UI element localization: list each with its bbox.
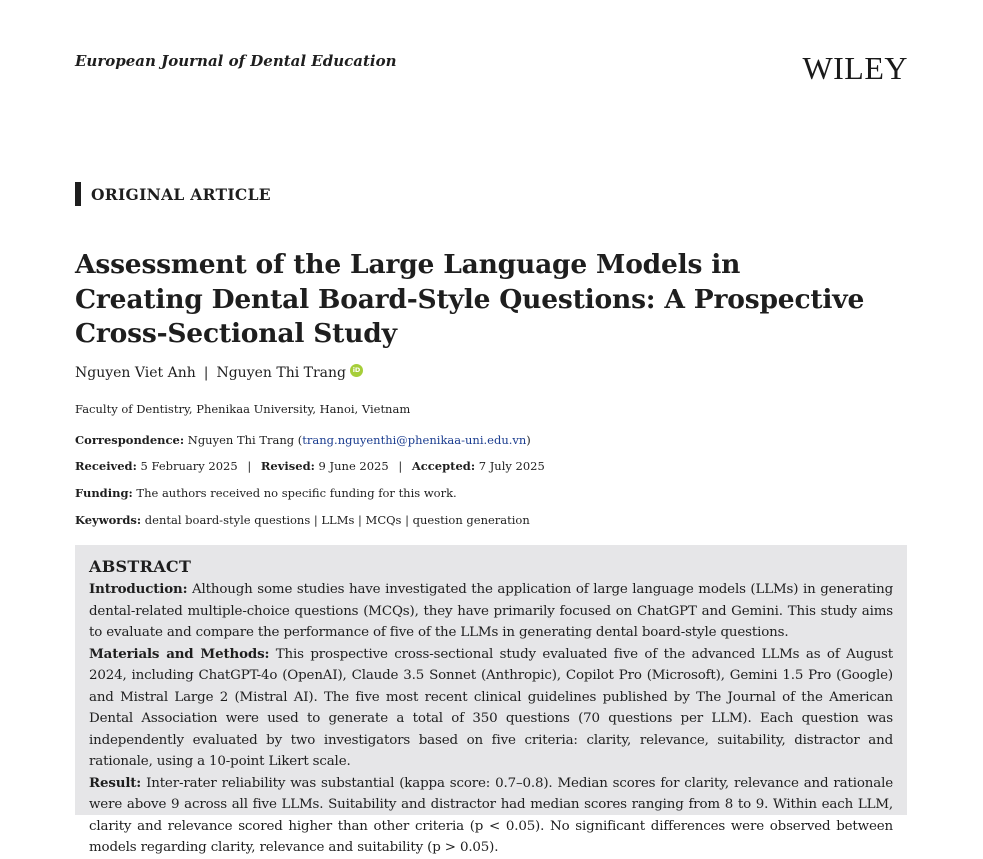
abstract-section-head: Materials and Methods: <box>89 645 270 662</box>
author-separator: | <box>203 365 209 381</box>
keywords-line <box>75 513 530 527</box>
article-type-text: ORIGINAL ARTICLE <box>91 184 271 204</box>
correspondence-line <box>75 433 531 447</box>
author-name[interactable]: Nguyen Thi Trang <box>216 365 346 381</box>
keywords-text: dental board-style questions | LLMs | MCQs | question generation <box>144 513 530 527</box>
received-label: Received: <box>75 459 137 473</box>
orcid-icon[interactable]: iD <box>350 364 363 377</box>
funding-line <box>75 486 457 500</box>
correspondence-label: Correspondence: <box>75 433 185 447</box>
publisher-logo: WILEY <box>802 50 908 86</box>
funding-text: The authors received no specific funding for this work. <box>136 486 457 500</box>
correspondence-close: ) <box>526 433 531 447</box>
abstract-result <box>89 773 893 859</box>
abstract-introduction <box>89 579 893 644</box>
date-separator: | <box>247 459 252 473</box>
abstract-section-text: Although some studies have investigated the application of large language models (LLMs) in generating dental-related multiple-choice questions (MCQs), they have primarily focused on ChatGPT and Gemini. This study aims to evaluate and compare the performance of five of the LLMs in generating dental board-style questions. <box>89 582 893 640</box>
abstract-section-head: Result: <box>89 774 142 791</box>
revised-date: 9 June 2025 <box>318 459 389 473</box>
journal-name: European Journal of Dental Education <box>75 52 397 70</box>
abstract-section-text: Inter-rater reliability was substantial (kappa score: 0.7–0.8). Median scores for clarity, relevance and rationale were above 9 across all five LLMs. Suitability and distractor had median scores ranging from 8 to 9. Within each LLM, clarity and relevance scored higher than other criteria (p < 0.05). No significant differences were observed between models regarding clarity, relevance and suitability (p > 0.05). <box>89 775 893 855</box>
date-separator: | <box>398 459 403 473</box>
correspondence-email-link[interactable]: trang.nguyenthi@phenikaa-uni.edu.vn <box>302 433 527 447</box>
received-date: 5 February 2025 <box>140 459 238 473</box>
author-list <box>75 365 363 381</box>
keywords-label: Keywords: <box>75 513 142 527</box>
article-title: Assessment of the Large Language Models in Creating Dental Board-Style Questions: A Prospective Cross-Sectional Study <box>75 249 865 349</box>
accepted-date: 7 July 2025 <box>478 459 545 473</box>
abstract-box <box>75 545 907 855</box>
funding-label: Funding: <box>75 486 133 500</box>
article-type-bar <box>75 182 81 206</box>
abstract-section-head: Introduction: <box>89 581 188 597</box>
correspondence-name: Nguyen Thi Trang ( <box>187 433 303 447</box>
abstract-methods <box>89 644 893 773</box>
abstract-section-text: This prospective cross-sectional study evaluated five of the advanced LLMs as of August 2024, including ChatGPT-4o (OpenAI), Claude 3.5 Sonnet (Anthropic), Copilot Pro (Microsoft), Gemini 1.5 Pro (Google) and Mistral Large 2 (Mistral AI). The five most recent clinical guidelines published by The Journal of the American Dental Association were used to generate a total of 350 questions (70 questions per LLM). Each question was independently evaluated by two investigators based on five criteria: clarity, relevance, suitability, distractor and rationale, using a 10-point Likert scale. <box>89 646 893 769</box>
accepted-label: Accepted: <box>411 459 476 473</box>
revised-label: Revised: <box>260 459 315 473</box>
author-name[interactable]: Nguyen Viet Anh <box>75 365 196 381</box>
abstract-heading: ABSTRACT <box>89 557 192 576</box>
article-type-label <box>75 182 271 206</box>
affiliation: Faculty of Dentistry, Phenikaa University, Hanoi, Vietnam <box>75 402 411 416</box>
dates-line <box>75 459 545 473</box>
